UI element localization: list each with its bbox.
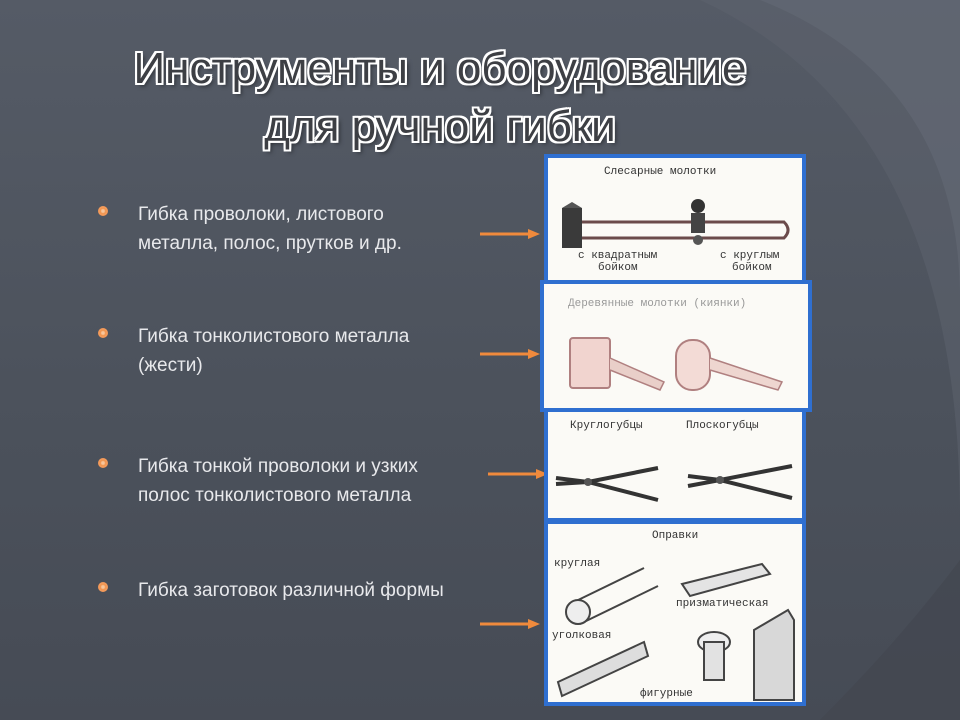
bullet-marker-icon <box>98 582 108 592</box>
arrow-right-icon <box>486 468 550 480</box>
round-nose-pliers-caption: Круглогубцы <box>570 420 643 432</box>
bullet-text: Гибка проволоки, листового металла, полос, прутков и др. <box>138 204 402 254</box>
slide-title <box>60 40 820 156</box>
mandrels-illustration <box>548 524 802 702</box>
bullet-item-thin-sheet <box>100 322 460 380</box>
arrow-right-icon <box>478 348 542 360</box>
prismatic-mandrel-label: призматическая <box>676 598 769 610</box>
bullet-marker-icon <box>98 206 108 216</box>
round-mandrel-label: круглая <box>554 558 601 570</box>
round-face-label-line2: бойком <box>732 262 772 274</box>
shaped-mandrels-label: фигурные <box>640 688 693 700</box>
hammers-image-panel <box>544 154 806 284</box>
mallets-image-panel <box>540 280 812 412</box>
title-line-2: для ручной гибки <box>264 102 616 151</box>
bullet-item-thin-wire <box>100 452 460 510</box>
arrow-right-icon <box>478 228 542 240</box>
bullet-item-blanks <box>100 576 460 605</box>
square-face-label-line1: с квадратным <box>578 250 658 262</box>
flat-nose-pliers-caption: Плоскогубцы <box>686 420 759 432</box>
bullet-text: Гибка тонкой проволоки и узких полос тонколистового металла <box>138 456 418 506</box>
pliers-illustration <box>548 412 802 518</box>
title-line-1: Инструменты и оборудование <box>133 44 747 93</box>
mallets-illustration <box>544 284 808 408</box>
mandrels-caption: Оправки <box>652 530 699 542</box>
angle-mandrel-label: уголковая <box>552 630 612 642</box>
round-face-label-line1: с круглым <box>720 250 780 262</box>
bullet-marker-icon <box>98 458 108 468</box>
arrow-right-icon <box>478 618 542 630</box>
bullet-item-wire-sheet <box>100 200 460 258</box>
square-face-label-line2: бойком <box>598 262 638 274</box>
mallets-caption: Деревянные молотки (киянки) <box>568 298 747 310</box>
bullet-marker-icon <box>98 328 108 338</box>
pliers-image-panel <box>544 408 806 522</box>
bullet-text: Гибка тонколистового металла (жести) <box>138 326 410 376</box>
mandrels-image-panel <box>544 520 806 706</box>
bullet-text: Гибка заготовок различной формы <box>138 580 444 601</box>
hammers-caption: Слесарные молотки <box>604 166 717 178</box>
